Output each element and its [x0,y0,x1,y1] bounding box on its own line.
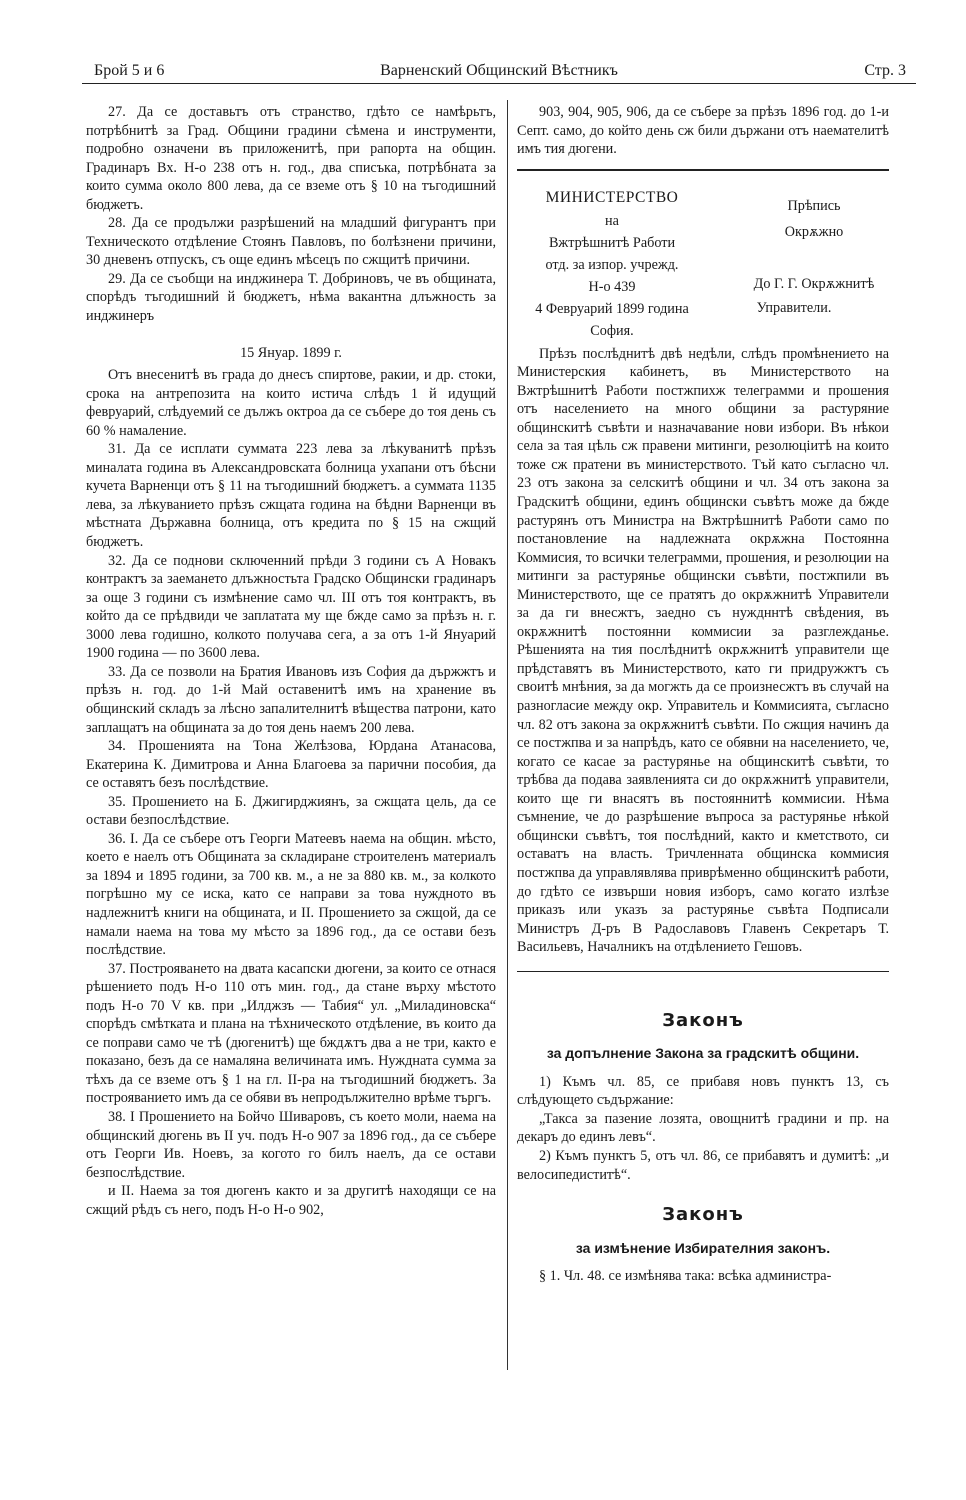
law-2-title: Законъ [662,1204,744,1226]
law-1-point-2: 2) Къмъ пунктъ 5, отъ чл. 86, се прибавятъ и думитѣ: „и велосипедиститѣ“. [517,1147,889,1183]
ministry-section: отд. за изпор. учрежд. [545,256,679,273]
item-32: 32. Да се поднови сключенний прѣди 3 години съ А Новакъ контрактъ за заемането длъжностьта Градско Общински градинаръ за още 3 години съ измѣнение само чл. III отъ тоя контрактъ, въ който да се прѣдвиди че заплатата му ще бжде само за прѣзъ н. г. 3000 лева годишно, колкото получава сега, а за отъ 1-й Януарий 1900 година — по 3600 лева. [86,552,496,662]
item-29: 29. Да се съобщи на инджинера Т. Добриновъ, че въ общината, спорѣдъ тъгодишний й бюджетъ, нѣма вакантна длъжность за инджинеръ [86,270,496,325]
ministry-date: 4 Февруарий 1899 година [535,300,689,317]
item-28: 28. Да се продължи разрѣшений на младший фигурантъ при Техническото отдѣление Стоянъ Павловъ, по болѣзнени причини, 30 дневенъ отпускъ, съ още единъ мѣсецъ по сжщитѣ причини. [86,215,496,269]
item-37: 37. Построяването на двата касапски дюгени, за които се отнася рѣшението подъ Н-о 110 отъ мин. год., да стане върху мѣстото подъ Н-о 70 V кв. при „Илджзъ — Табия“ ул. „Миладиновска“ спорѣдъ смѣтката и плана на тѣхническото отдѣление, въ които да се поправи само че тѣ (дюгенитѣ) ще бждѫтъ два а не три, както е показано, безъ да се намаляна величината имъ. Нуждната сумма за тѣхъ да се вземе отъ § 1 на гл. II-ра на тъгодишний бюджетъ. За построяванието имъ да се обяви въ непродължително врѣме търгъ. [86,960,496,1107]
ministry-of: на [605,212,619,229]
circular-label: Окрѫжно [784,223,844,240]
addressee-2: Управители. [756,299,832,316]
circular-body: Прѣзъ послѣднитѣ двѣ недѣли, слѣдъ промѣнението на Министерския кабинетъ, въ Министерството на Вжтрѣшнитѣ Работи постжпихж телеграмми и прошения отъ населението на много общини за растуряние общинскитѣ съвѣти и назначавание нови избори. Въ нѣкои села за тая цѣль сж правени митинги, резолюцiитѣ на които тоже сж пратени въ министерството. Тъй като съгласно чл. 23 отъ закона за селскитѣ общини и чл. 34 отъ закона за Градскитѣ общини, единъ общински съвѣтъ може да бжде растурянъ отъ Министра на Вжтрѣшнитѣ Работи само по постановление на надлежната окрѫжна Постоянна Коммисия, то всички телеграмми, прошения, и резолюции на митинги за растурянье общински съвѣти, постжпили въ Министерството, ще се пратятъ до окрѫжнитѣ Управители за да ги внесжтъ, заедно съ нуждннтѣ свѣдения, въ окрѫжнитѣ постоянни коммисии за разглежданье. Рѣшенията на тия послѣднитѣ окрѫжнитѣ управители ще прѣдставятъ въ Министерството, като ги придружжтъ съ своитѣ мнѣния, за да могжть да се произнесжтъ въ случай на разногласие между окр. Управитель и Коммисията, съгласно чл. 82 отъ закона за окрѫжнитѣ съвѣти. По сжщия начинъ да се постжпва и за напрѣдъ, като се обявни на населението, че, когато се касае за растурянье на общинскитѣ съвѣти, то трѣбва да подава заявленията си до окрѫжнитѣ управители, които ще ги внасятъ въ постояннитѣ коммисии. Нѣма съмнение, че до разрѣшение въпроса за растурянье нѣкой общински съвѣтъ, тоя послѣдний, както и кметството, си оставатъ на власть. Тричленната общинска коммисия постжпва да управлявлява приврѣменно общинскитѣ работи, до гдѣто се извърши новия изборъ, само когато излѣзе приказъ или указъ за растурянье съвѣта Подписали Министръ Д-ръ В Радославовъ Главенъ Секретаръ Т. Васильевъ, Началникъ на отдѣлението Гешовъ. [517,345,889,956]
item-30: Отъ внесенитѣ въ града до днесъ спиртове, ракии, и др. стоки, срока на антрепозита на които истича слѣдъ 1 й идущий февруарий, слѣдуемий се дължъ октроа да се събере до тоя день съ 60 % намаление. [86,367,496,439]
column-divider [507,100,508,1370]
header-rule [82,83,916,84]
law-1-point-1-text: „Такса за пазение лозята, овощнитѣ градини и пр. на декаръ до единъ левъ“. [517,1110,889,1146]
section-rule-2 [517,971,889,972]
continuation-text: 903, 904, 905, 906, да се събере за прѣзъ 1896 год. до 1-и Септ. само, до който день сж били държани отъ наемателитѣ имъ тия дюгени. [517,104,889,158]
item-27: 27. Да се доставьтъ отъ странство, гдѣто се намѣрьтъ, потрѣбнитѣ за Град. Общини градини сѣмена и инструменти, подробно означени въ приложенитѣ, при рапорта на общин. Градинаръ Вх. Н-о 238 отъ н. год., два списъка, потрѣбната за които сумма около 800 лева, да се вземе отъ § 10 на тъгодишний бюджетъ. [86,104,496,213]
page-header [82,58,916,88]
item-35: 35. Прошението на Б. Джигирджиянъ, за сжщата цель, да се остави безпослѣдствие. [86,793,496,829]
page-number: Стр. 3 [864,62,906,79]
law-1-subtitle: за допълнение Закона за градскитѣ общини. [546,1045,860,1062]
law-1-point-1: 1) Къмъ чл. 85, се прибавя новъ пунктъ 13, съ слѣдующето съдържание: [517,1073,889,1109]
session-date: 15 Януар. 1899 г. [240,344,342,361]
law-2-subtitle: за измѣнение Избирателния законъ. [575,1239,831,1256]
item-38-continued: и II. Наема за тоя дюгенъ както и за другитѣ находящи се на сжщий рѣдъ съ него, подъ Н-о Н-о 902, [86,1183,496,1218]
section-rule [517,169,889,171]
ministry-dept: Вжтрѣшнитѣ Работи [548,234,676,251]
copy-label: Прѣпись [787,197,841,214]
ministry-name: МИНИСТЕРСТВО [545,188,679,206]
addressee: До Г. Г. Окрѫжнитѣ [753,275,875,292]
law-1-title: Законъ [662,1009,744,1031]
item-34: 34. Прошенията на Тона Желѣзова, Юрдана Атанасова, Екатерина К. Димитрова и Анна Благоева за парични пособия, да се оставятъ безъ послѣдствие. [86,738,496,792]
law-2-paragraph-1: § 1. Чл. 48. се измѣнява така: всѣка администра- [539,1268,832,1285]
item-31: 31. Да се исплати суммата 223 лева за лѣкуванитѣ прѣзъ миналата година въ Александровската болница ухапани отъ бѣсни кучета Варненци отъ § 11 на тъгодишний бюджетъ. а суммата 1135 лева, за лѣкуванието прѣзъ сжщата година на бѣдни Варненци въ мѣстната Държавна болница, отъ кредита по § 15 на сжщий бюджетъ. [86,441,496,551]
item-33: 33. Да се позволи на Братия Ивановъ изъ София да държжтъ и прѣзъ н. год. до 1-й Май оставенитѣ имъ на хранение въ общинский складъ за лѣсно запалителнитѣ вѣщества патрони, като заплащатъ на общината за до тоя день наемъ 200 лева. [86,663,496,736]
left-column [86,103,496,1219]
ministry-city: София. [590,322,634,339]
item-38: 38. I Прошението на Бойчо Шиваровъ, съ което моли, наема на общинский дюгень въ II уч. подъ Н-о 907 за 1896 год., да се събере отъ Георги Ив. Ноевъ, за когото го билъ наелъ, да се остави безпослѣдствие. [86,1108,496,1181]
newspaper-title: Варненский Общинский Вѣстникъ [380,62,618,79]
ministry-number: Н-о 439 [588,278,636,295]
item-36: 36. I. Да се събере отъ Георги Матеевъ наема на общин. мѣсто, което е наелъ отъ Общината за складиране строителенъ материалъ за 1894 и 1895 години, за 700 кв. м., а не за 880 кв. м., за колкото погрѣшно му се иска, като се направи за това нуждното въ надлежнитѣ книги на общината, и II. Прошението за сжщой, да се намали наема на това му мѣсто за 1896 год., да се остави безъ послѣдствие. [86,830,496,959]
ministry-heading [517,183,889,345]
issue-number: Брой 5 и 6 [94,62,165,79]
right-column [517,103,889,1286]
